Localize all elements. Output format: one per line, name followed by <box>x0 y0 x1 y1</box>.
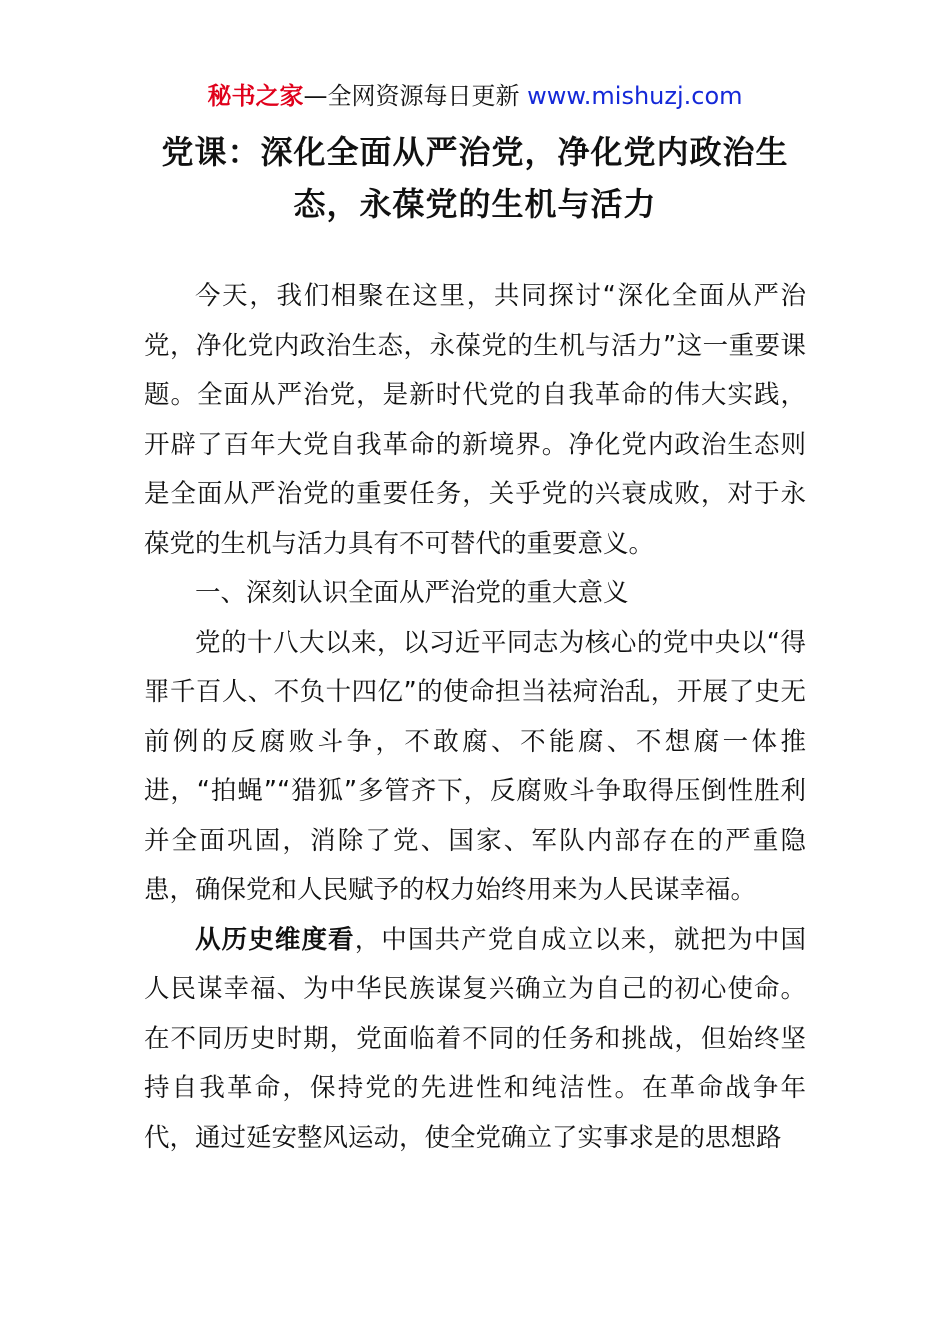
paragraph-history-text: ，中国共产党自成立以来，就把为中国人民谋幸福、为中华民族谋复兴确立为自己的初心使命。在不同历史时期，党面临着不同的任务和挑战，但始终坚持自我革命，保持党的先进性和纯洁性。在革命战争年代，通过延安整风运动，使全党确立了实事求是的思想路 <box>144 924 806 1153</box>
title-line-1: 党课：深化全面从严治党，净化党内政治生 <box>161 133 789 171</box>
section-heading-1: 一、深刻认识全面从严治党的重大意义 <box>195 578 629 608</box>
header-tagline: —全网资源每日更新 <box>303 82 528 110</box>
paragraph-lead-bold: 从历史维度看 <box>195 924 355 955</box>
paragraph-history <box>144 916 806 1164</box>
title-line-2: 态，永葆党的生机与活力 <box>293 185 657 223</box>
paragraph-anticorruption: 党的十八大以来，以习近平同志为核心的党中央以“得罪千百人、不负十四亿”的使命担当祛疴治乱，开展了史无前例的反腐败斗争，不敢腐、不能腐、不想腐一体推进，“拍蝇”“猎狐”多管齐下，反腐败斗争取得压倒性胜利并全面巩固，消除了党、国家、军队内部存在的严重隐患，确保党和人民赋予的权力始终用来为人民谋幸福。 <box>144 627 806 905</box>
document-body <box>144 272 806 1163</box>
document-title <box>150 126 800 230</box>
paragraph-intro: 今天，我们相聚在这里，共同探讨“深化全面从严治党，净化党内政治生态，永葆党的生机与活力”这一重要课题。全面从严治党，是新时代党的自我革命的伟大实践，开辟了百年大党自我革命的新境界。净化党内政治生态则是全面从严治党的重要任务，关乎党的兴衰成败，对于永葆党的生机与活力具有不可替代的重要意义。 <box>144 281 806 559</box>
site-url-link[interactable]: www.mishuzj.com <box>527 82 743 110</box>
brand-name: 秘书之家 <box>207 82 304 110</box>
site-header <box>0 80 950 112</box>
